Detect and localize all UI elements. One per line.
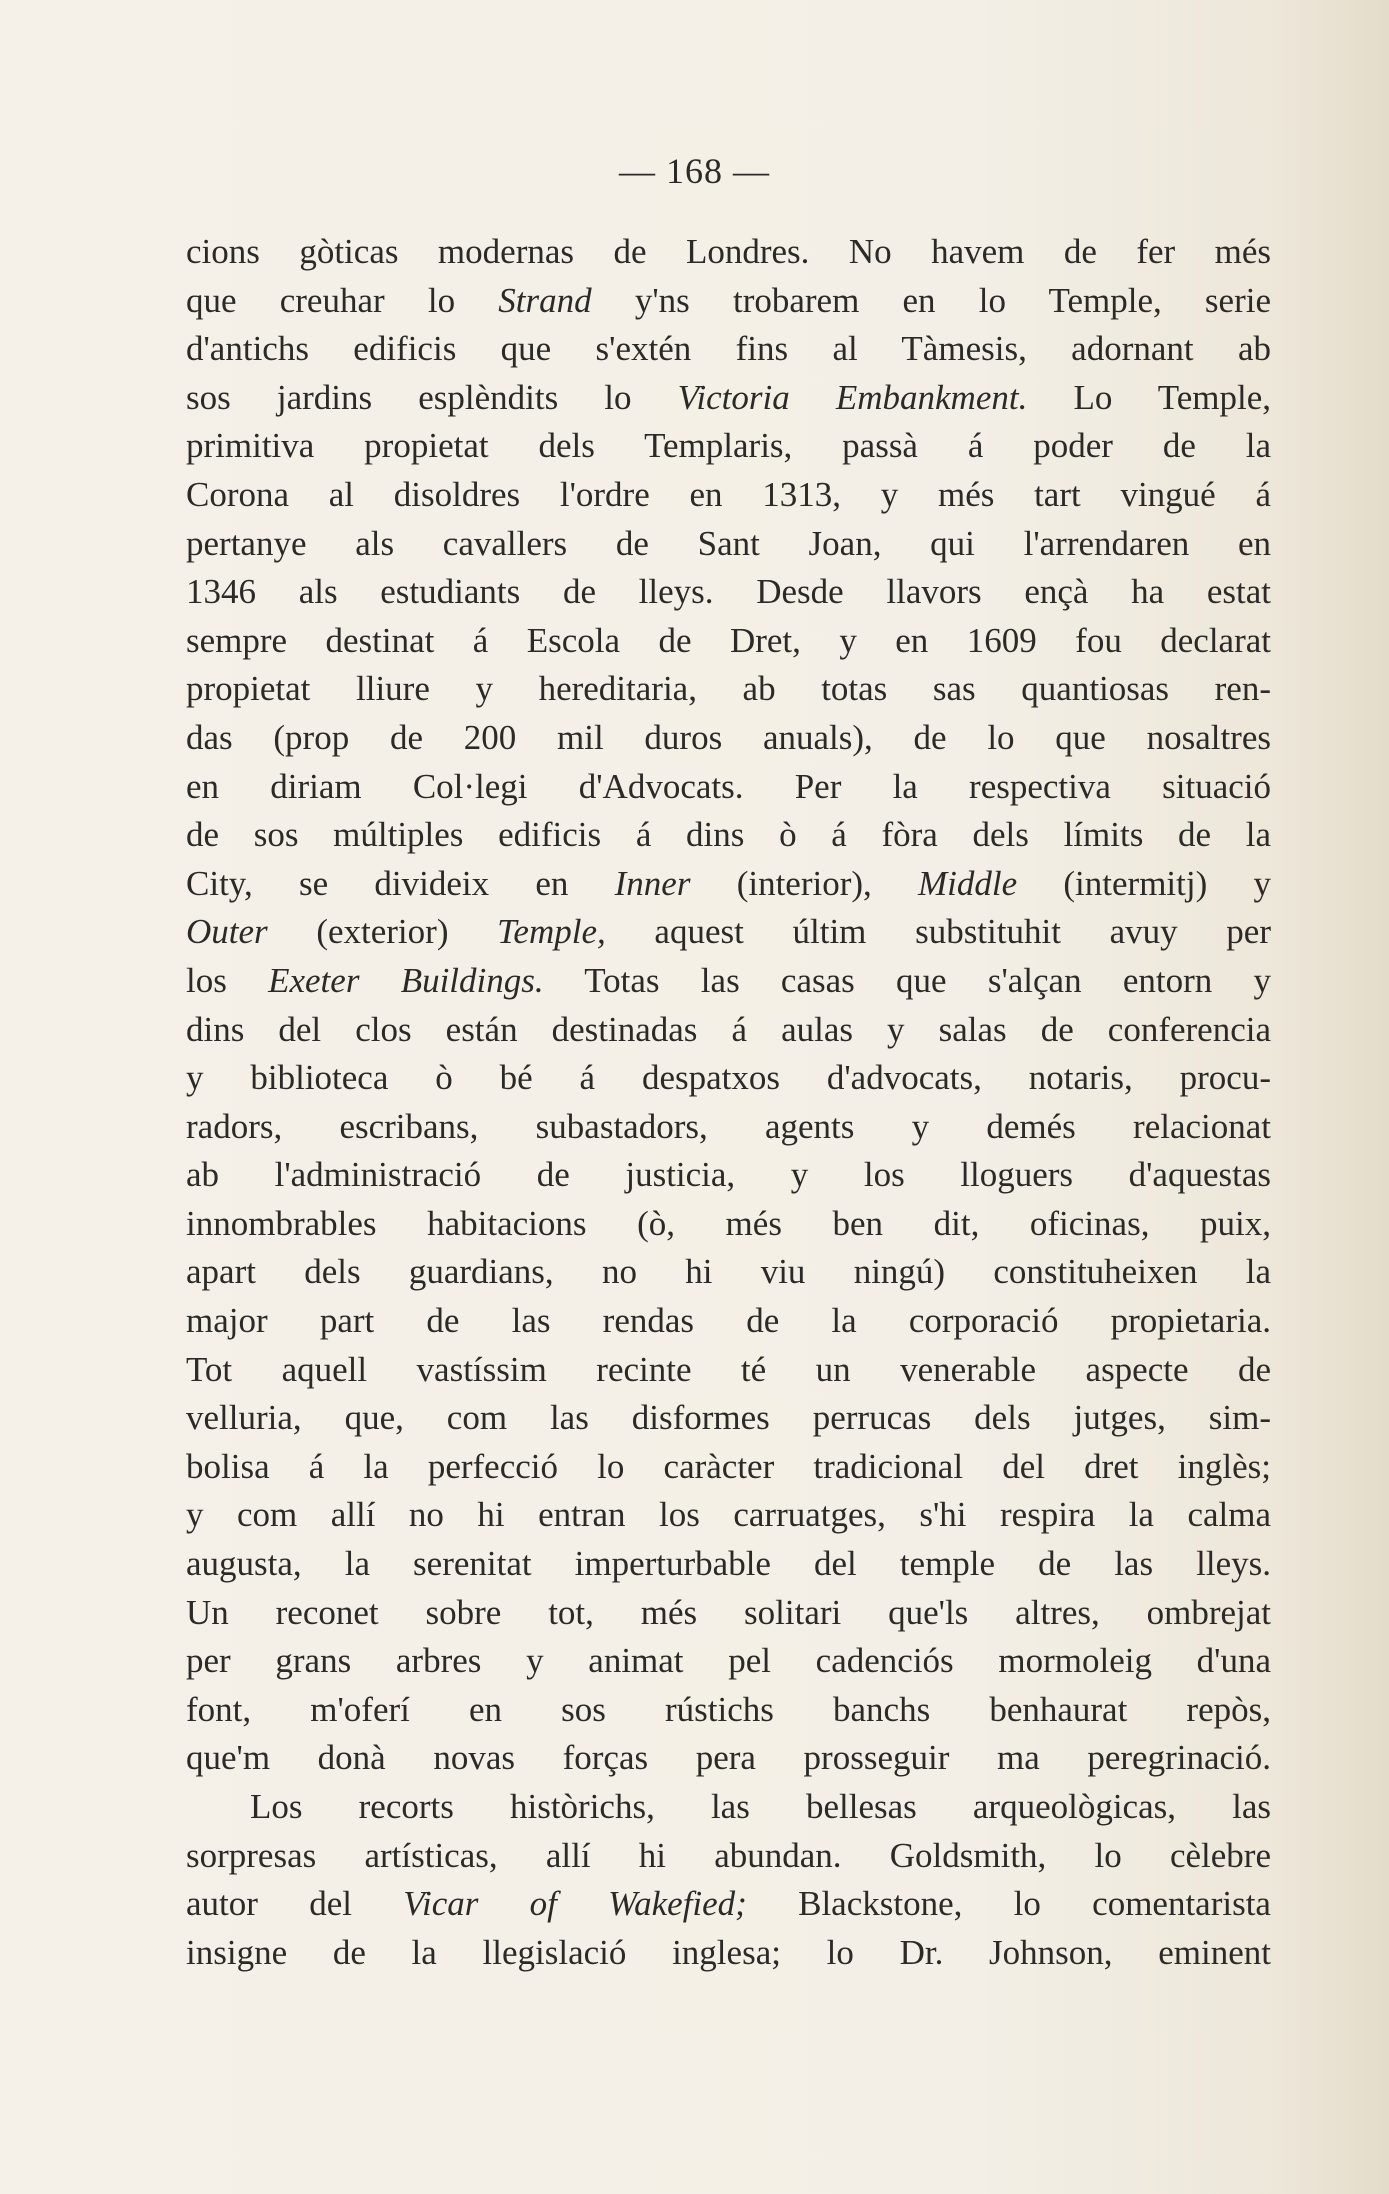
text-line [186,1248,1271,1297]
text-line [186,1637,1271,1686]
text-run: (interior), [690,863,919,903]
text-line [186,1540,1271,1589]
text-run: Un reconet sobre tot, més solitari que'ls altres, ombrejat [186,1592,1271,1632]
text-run: que creuhar lo [186,280,499,320]
text-line [186,325,1271,374]
text-line [186,1783,1271,1832]
text-run: Los recorts històrichs, las bellesas arqueològicas, las [250,1787,1271,1826]
text-run: velluria, que, com las disformes perrucas dels jutges, sim- [186,1398,1271,1438]
text-run: de sos múltiples edificis á dins ò á fòra dels límits de la [186,815,1271,855]
italic-text: Victoria Embankment. [677,377,1028,417]
text-run: font, m'oferí en sos rústichs banchs benhaurat repòs, [186,1689,1271,1729]
text-run: Totas las casas que s'alçan entorn y [543,960,1271,1000]
text-run: insigne de la llegislació inglesa; lo Dr. Johnson, eminent [186,1932,1271,1972]
italic-text: Outer [186,912,268,952]
text-run: cions gòticas modernas de Londres. No havem de fer més [186,232,1271,271]
text-line [186,1297,1271,1346]
text-line [186,908,1271,957]
text-run: Tot aquell vastíssim recinte té un venerable aspecte de [186,1349,1271,1389]
text-line [186,665,1271,714]
italic-text: Middle [918,863,1018,903]
body-text [186,228,1271,1977]
text-line [186,1006,1271,1055]
text-run: ab l'administració de justicia, y los lloguers d'aquestas [186,1155,1271,1195]
text-line [186,860,1271,909]
text-run: innombrables habitacions (ò, més ben dit, oficinas, puix, [186,1203,1271,1243]
text-run: major part de las rendas de la corporació propietaria. [186,1301,1271,1341]
text-run: 1346 als estudiants de lleys. Desde llavors ençà ha estat [186,572,1271,612]
italic-text: Inner [614,863,691,903]
italic-text: Strand [498,280,592,320]
text-run: dins del clos están destinadas á aulas y salas de conferencia [186,1009,1271,1049]
text-line [186,1054,1271,1103]
text-line [186,1832,1271,1881]
text-line [186,1394,1271,1443]
text-line [186,471,1271,520]
text-run: y com allí no hi entran los carruatges, s'hi respira la calma [186,1495,1271,1535]
text-run: propietat lliure y hereditaria, ab totas sas quantiosas ren- [186,669,1271,709]
text-line [186,520,1271,569]
text-run: City, se divideix en [186,863,615,903]
text-run: augusta, la serenitat imperturbable del temple de las lleys. [186,1544,1271,1584]
italic-text: Exeter Buildings. [268,960,544,1000]
text-run: Corona al disoldres l'ordre en 1313, y més tart vingué á [186,474,1271,514]
text-run: primitiva propietat dels Templaris, passà á poder de la [186,426,1271,466]
text-run: y biblioteca ò bé á despatxos d'advocats, notaris, procu- [186,1058,1271,1098]
italic-text: Temple, [497,912,606,952]
italic-text: Vicar of Wakefied; [403,1884,747,1924]
text-run: d'antichs edificis que s'extén fins al Tàmesis, adornant ab [186,329,1271,369]
text-line [186,1443,1271,1492]
text-line [186,568,1271,617]
text-run: sos jardins esplèndits lo [186,377,678,417]
text-line [186,1200,1271,1249]
text-line [186,1589,1271,1638]
text-run: los [186,960,269,1000]
text-run: autor del [186,1884,404,1924]
text-run: que'm donà novas forças pera prosseguir ma peregrinació. [186,1738,1271,1778]
text-line [186,1491,1271,1540]
text-run: sorpresas artísticas, allí hi abundan. Goldsmith, lo cèlebre [186,1835,1271,1875]
text-run: per grans arbres y animat pel cadenciós mormoleig d'una [186,1641,1271,1681]
text-run: (intermitj) y [1017,863,1271,903]
text-line [186,1151,1271,1200]
text-line [186,1880,1271,1929]
text-run: apart dels guardians, no hi viu ningú) constituheixen la [186,1252,1271,1292]
text-run: das (prop de 200 mil duros anuals), de lo que nosaltres [186,717,1271,757]
text-line [186,374,1271,423]
text-line [186,1929,1271,1978]
text-line [186,1734,1271,1783]
text-line [186,228,1271,277]
text-line [186,957,1271,1006]
text-line [186,422,1271,471]
text-line [186,1686,1271,1735]
text-run: pertanye als cavallers de Sant Joan, qui l'arrendaren en [186,523,1271,563]
text-line [186,617,1271,666]
text-run: radors, escribans, subastadors, agents y demés relacionat [186,1106,1271,1146]
text-line [186,714,1271,763]
text-line [186,763,1271,812]
page-number: — 168 — [619,151,770,191]
text-run: aquest últim substituhit avuy per [605,912,1272,952]
text-run: y'ns trobarem en lo Temple, serie [591,280,1271,320]
text-run: (exterior) [267,912,498,952]
text-line [186,1346,1271,1395]
text-run: Lo Temple, [1027,377,1272,417]
text-run: en diriam Col·legi d'Advocats. Per la respectiva situació [186,766,1271,806]
text-line [186,811,1271,860]
text-run: Blackstone, lo comentarista [746,1884,1271,1924]
text-run: sempre destinat á Escola de Dret, y en 1609 fou declarat [186,620,1271,660]
text-line [186,1103,1271,1152]
text-line [186,277,1271,326]
text-run: bolisa á la perfecció lo caràcter tradicional del dret inglès; [186,1446,1271,1486]
